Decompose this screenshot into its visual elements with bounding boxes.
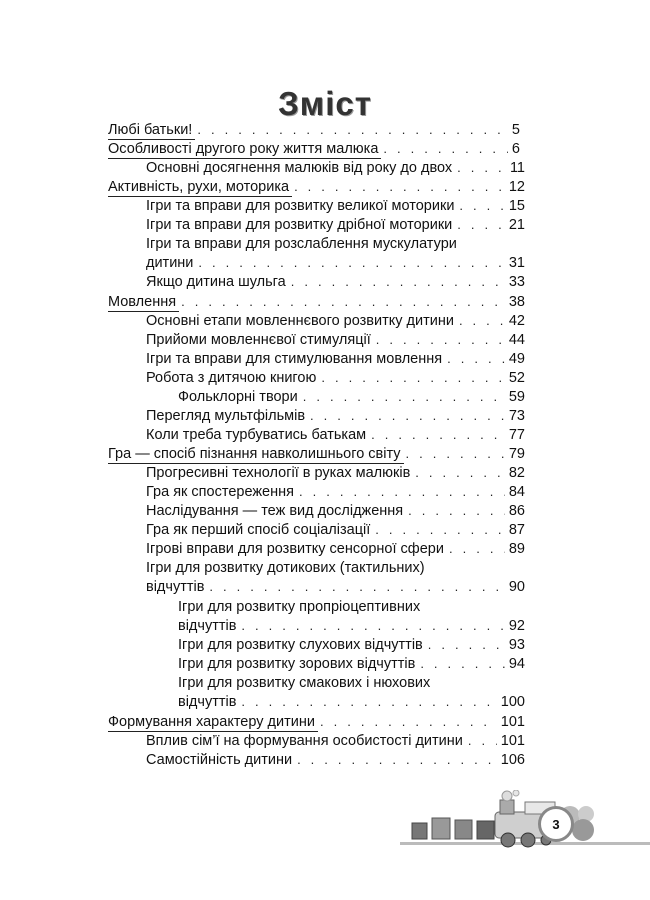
- leader-dots: [198, 254, 504, 272]
- toc-page-number: 33: [508, 274, 525, 290]
- toc-page-number: 79: [508, 446, 525, 462]
- train-illustration: [400, 790, 650, 860]
- toc-entry-first-line: Ігри та вправи для розслаблення мускулатури: [146, 236, 457, 252]
- toc-page-number: 101: [500, 733, 525, 749]
- leader-dots: [468, 732, 497, 750]
- leader-dots: [371, 426, 505, 444]
- toc-entry-label: відчуттів: [146, 578, 207, 596]
- toc-page-number: 31: [508, 255, 525, 271]
- toc-entry: [108, 293, 525, 312]
- toc-entry: [146, 407, 525, 425]
- leader-dots: [447, 350, 505, 368]
- toc-entry-label: Наслідування — теж вид дослідження: [146, 502, 406, 520]
- leader-dots: [459, 312, 505, 330]
- toc-page-number: 6: [511, 141, 520, 157]
- toc-page-number: 93: [508, 637, 525, 653]
- page-number-badge: 3: [538, 806, 574, 842]
- toc-entry: [146, 521, 525, 539]
- leader-dots: [303, 388, 505, 406]
- leader-dots: [406, 445, 505, 463]
- toc-entry: [178, 636, 525, 654]
- toc-entry-label: Гра — спосіб пізнання навколишнього світу: [108, 445, 404, 464]
- toc-entry: [146, 312, 525, 330]
- toc-page-number: 12: [508, 179, 525, 195]
- toc-entry-label: Ігри та вправи для розвитку дрібної моторики: [146, 216, 455, 234]
- leader-dots: [457, 159, 506, 177]
- toc-entry: [146, 350, 525, 368]
- toc-entry: [178, 693, 525, 711]
- block-wagons: [412, 818, 494, 839]
- leader-dots: [459, 197, 504, 215]
- toc-page-number: 100: [500, 694, 525, 710]
- toc-entry-label: Гра як перший спосіб соціалізації: [146, 521, 373, 539]
- toc-page-number: 21: [508, 217, 525, 233]
- leader-dots: [457, 216, 505, 234]
- toc-page-number: 73: [508, 408, 525, 424]
- toc-entry-label: Перегляд мультфільмів: [146, 407, 308, 425]
- toc-entry: [108, 140, 520, 159]
- toc-page-number: 101: [500, 714, 525, 730]
- toc-page-number: 89: [508, 541, 525, 557]
- toc-entry: [146, 540, 525, 558]
- toc-entry-label: відчуттів: [178, 693, 239, 711]
- leader-dots: [376, 331, 505, 349]
- toc-page-number: 77: [508, 427, 525, 443]
- leader-dots: [320, 713, 497, 731]
- toc-entry: [146, 159, 525, 177]
- toc-entry-label: Формування характеру дитини: [108, 713, 318, 732]
- toc-page-number: 49: [508, 351, 525, 367]
- toc-page-number: 87: [508, 522, 525, 538]
- toc-entry-label: Прогресивні технології в руках малюків: [146, 464, 413, 482]
- toc-entry-label: Активність, рухи, моторика: [108, 178, 292, 197]
- toc-entry-label: Любі батьки!: [108, 121, 195, 140]
- toc-entry-label: Особливості другого року життя малюка: [108, 140, 381, 159]
- toc-entry: [108, 713, 525, 732]
- toc-entry: [108, 121, 520, 140]
- toc-page-number: 11: [509, 160, 525, 176]
- toc-entry: [146, 751, 525, 769]
- toc-page-number: 82: [508, 465, 525, 481]
- toc-entry-label: Мовлення: [108, 293, 179, 312]
- toc-page-number: 92: [508, 618, 525, 634]
- toc-entry: [146, 502, 525, 520]
- toc-page-number: 5: [511, 122, 520, 138]
- leader-dots: [310, 407, 505, 425]
- toc-page-number: 38: [508, 294, 525, 310]
- toc-entry: [178, 388, 525, 406]
- toc-page-number: 84: [508, 484, 525, 500]
- toc-page-number: 15: [508, 198, 525, 214]
- toc-entry-label: дитини: [146, 254, 196, 272]
- toc-entry-label: Робота з дитячою книгою: [146, 369, 319, 387]
- toc-entry-label: відчуттів: [178, 617, 239, 635]
- toc-page-number: 90: [508, 579, 525, 595]
- toc-entry-first-line: Ігри для розвитку пропріоцептивних: [178, 599, 421, 615]
- toc-entry-label: Ігрові вправи для розвитку сенсорної сфери: [146, 540, 447, 558]
- toc-page-number: 86: [508, 503, 525, 519]
- leader-dots: [375, 521, 505, 539]
- toc-page-number: 44: [508, 332, 525, 348]
- toc-entry: [146, 197, 525, 215]
- toc-entry: [146, 273, 525, 291]
- leader-dots: [299, 483, 505, 501]
- toc-page-number: 52: [508, 370, 525, 386]
- toc-entry-first-line: Ігри для розвитку смакових і нюхових: [178, 675, 431, 691]
- toc-entry-label: Гра як спостереження: [146, 483, 297, 501]
- leader-dots: [291, 273, 505, 291]
- toc-entry-label: Основні етапи мовленнєвого розвитку дитини: [146, 312, 457, 330]
- leader-dots: [428, 636, 505, 654]
- toc-entry-label: Самостійність дитини: [146, 751, 295, 769]
- toc-entry: [146, 369, 525, 387]
- toc-entry-label: Ігри та вправи для розвитку великої моторики: [146, 197, 457, 215]
- leader-dots: [415, 464, 505, 482]
- toc-entry-label: Ігри для розвитку зорових відчуттів: [178, 655, 418, 673]
- toc-page-number: 59: [508, 389, 525, 405]
- toc-entry: [146, 426, 525, 444]
- leader-dots: [209, 578, 504, 596]
- leader-dots: [383, 140, 508, 158]
- toc-entry: [146, 578, 525, 596]
- toc-page-number: 106: [500, 752, 525, 768]
- leader-dots: [241, 693, 496, 711]
- toc-entry-label: Якщо дитина шульга: [146, 273, 289, 291]
- toc-entry-label: Фольклорні твори: [178, 388, 301, 406]
- toc-entry-first-line: Ігри для розвитку дотикових (тактильних): [146, 560, 425, 576]
- toc-entry: [146, 216, 525, 234]
- leader-dots: [420, 655, 505, 673]
- toc-entry-label: Прийоми мовленнєвої стимуляції: [146, 331, 374, 349]
- toc-entry: [108, 178, 525, 197]
- toc-entry-label: Ігри для розвитку слухових відчуттів: [178, 636, 426, 654]
- toc-entry: [108, 445, 525, 464]
- leader-dots: [241, 617, 504, 635]
- leader-dots: [321, 369, 505, 387]
- toc-entry: [146, 254, 525, 272]
- leader-dots: [297, 751, 497, 769]
- toc-entry-label: Основні досягнення малюків від року до двох: [146, 159, 455, 177]
- toc-entry: [178, 617, 525, 635]
- leader-dots: [449, 540, 505, 558]
- leader-dots: [294, 178, 505, 196]
- toc-page-number: 94: [508, 656, 525, 672]
- toc-entry-label: Вплив сім’ї на формування особистості дитини: [146, 732, 466, 750]
- toc-entry: [146, 331, 525, 349]
- leader-dots: [408, 502, 505, 520]
- leader-dots: [181, 293, 505, 311]
- toc-entry: [146, 483, 525, 501]
- toc-entry-label: Коли треба турбуватись батькам: [146, 426, 369, 444]
- leader-dots: [197, 121, 508, 139]
- toc-entry: [146, 464, 525, 482]
- toc-entry-label: Ігри та вправи для стимулювання мовлення: [146, 350, 445, 368]
- toc-page-number: 42: [508, 313, 525, 329]
- toc-entry: [146, 732, 525, 750]
- page-title: Зміст: [278, 85, 372, 122]
- toc-entry: [178, 655, 525, 673]
